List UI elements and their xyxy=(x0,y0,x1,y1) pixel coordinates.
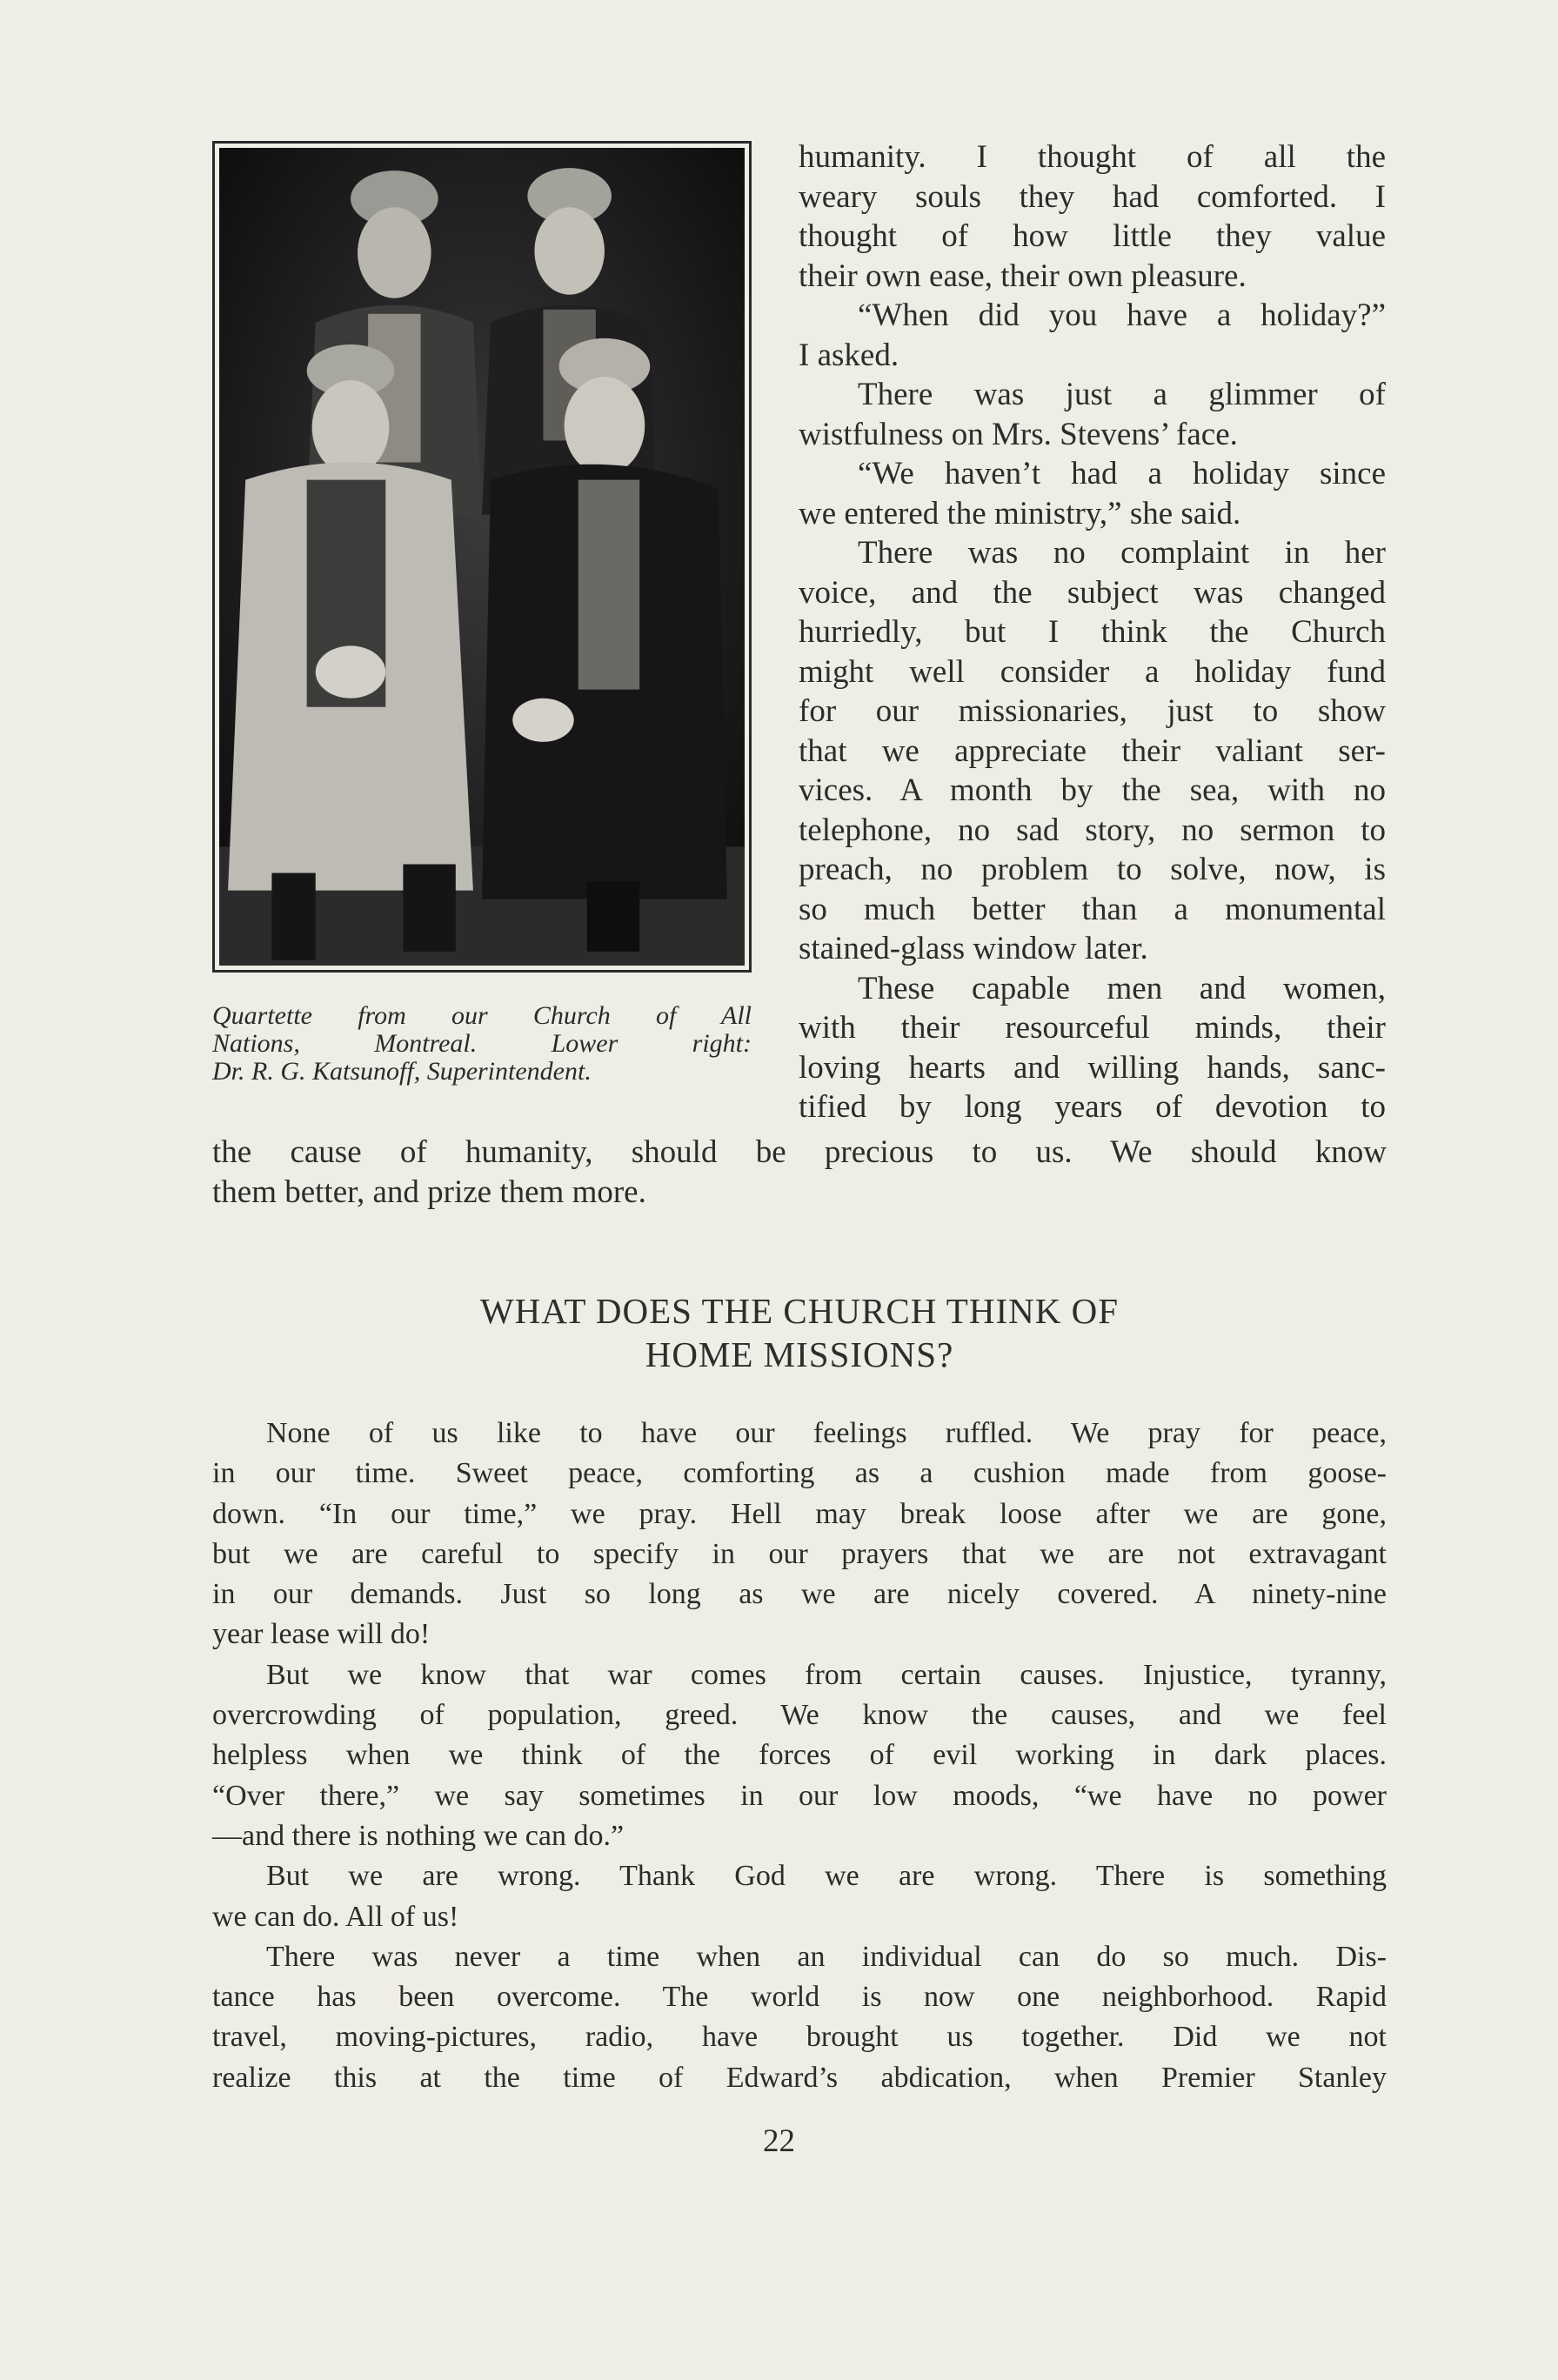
text-line: for our missionaries, just to show xyxy=(799,693,1386,729)
text-line: we entered the ministry,” she said. xyxy=(799,495,1241,531)
photo-caption xyxy=(212,1002,752,1086)
page-number: 22 xyxy=(763,2123,795,2159)
text-line: travel, moving-pictures, radio, have brought us together. Did we not xyxy=(212,2021,1387,2054)
right-column-text xyxy=(799,137,1386,1127)
text-line: wistfulness on Mrs. Stevens’ face. xyxy=(799,416,1238,452)
caption-line: Quartette from our Church of All xyxy=(212,1001,752,1030)
text-line: None of us like to have our feelings ruffled. We pray for peace, xyxy=(266,1417,1387,1449)
text-line: There was never a time when an individual can do so much. Dis- xyxy=(266,1940,1387,1973)
text-line: There was no complaint in her xyxy=(858,535,1386,571)
photo-image xyxy=(219,148,745,966)
text-line: their own ease, their own pleasure. xyxy=(799,257,1247,294)
text-line: overcrowding of population, greed. We know the causes, and we feel xyxy=(212,1699,1387,1732)
text-line: realize this at the time of Edward’s abdication, when Premier Stanley xyxy=(212,2061,1387,2094)
text-line: down. “In our time,” we pray. Hell may break loose after we are gone, xyxy=(212,1497,1387,1530)
text-line: “Over there,” we say sometimes in our low moods, “we have no power xyxy=(212,1779,1387,1812)
text-line: But we are wrong. Thank God we are wrong. There is something xyxy=(266,1860,1387,1893)
text-line: the cause of humanity, should be precious to us. We should know xyxy=(212,1134,1387,1170)
text-line: hurriedly, but I think the Church xyxy=(799,614,1386,650)
heading-line: WHAT DOES THE CHURCH THINK OF xyxy=(479,1291,1119,1331)
text-line: preach, no problem to solve, now, is xyxy=(799,852,1386,887)
text-line: helpless when we think of the forces of evil working in dark places. xyxy=(212,1739,1387,1772)
text-line: vices. A month by the sea, with no xyxy=(799,772,1386,808)
text-line: that we appreciate their valiant ser- xyxy=(799,732,1386,769)
text-line: “We haven’t had a holiday since xyxy=(858,456,1386,491)
paragraph-continuation xyxy=(212,1133,1387,1212)
quartette-photo xyxy=(212,141,752,973)
text-line: telephone, no sad story, no sermon to xyxy=(799,812,1386,848)
text-line: But we know that war comes from certain causes. Injustice, tyranny, xyxy=(266,1658,1387,1691)
text-line: in our time. Sweet peace, comforting as a cushion made from goose- xyxy=(212,1457,1387,1490)
text-line: tified by long years of devotion to xyxy=(799,1089,1386,1125)
text-line: —and there is nothing we can do.” xyxy=(212,1819,625,1852)
text-line: we can do. All of us! xyxy=(212,1900,459,1933)
text-line: might well consider a holiday fund xyxy=(799,653,1386,690)
caption-line: Dr. R. G. Katsunoff, Superintendent. xyxy=(212,1057,592,1086)
text-line: tance has been overcome. The world is now one neighborhood. Rapid xyxy=(212,1981,1387,2014)
text-line: weary souls they had comforted. I xyxy=(799,178,1386,215)
text-line: voice, and the subject was changed xyxy=(799,574,1386,611)
text-line: I asked. xyxy=(799,337,899,373)
text-line: thought of how little they value xyxy=(799,218,1386,254)
text-line: year lease will do! xyxy=(212,1618,431,1651)
text-line: humanity. I thought of all the xyxy=(799,139,1386,175)
section-heading xyxy=(212,1289,1387,1376)
text-line: loving hearts and willing hands, sanc- xyxy=(799,1049,1386,1086)
text-line: There was just a glimmer of xyxy=(858,377,1386,412)
text-line: in our demands. Just so long as we are nicely covered. A ninety-nine xyxy=(212,1578,1387,1611)
photo-illustration xyxy=(219,148,745,966)
text-line: These capable men and women, xyxy=(858,970,1386,1006)
caption-line: Nations, Montreal. Lower right: xyxy=(212,1029,752,1058)
text-line: “When did you have a holiday?” xyxy=(858,298,1386,333)
section-body xyxy=(212,1414,1387,2098)
text-line: with their resourceful minds, their xyxy=(799,1010,1386,1046)
text-line: stained-glass window later. xyxy=(799,931,1148,966)
heading-line: HOME MISSIONS? xyxy=(645,1334,954,1374)
text-line: them better, and prize them more. xyxy=(212,1173,646,1210)
text-line: so much better than a monumental xyxy=(799,891,1386,927)
text-line: but we are careful to specify in our prayers that we are not extravagant xyxy=(212,1537,1387,1570)
